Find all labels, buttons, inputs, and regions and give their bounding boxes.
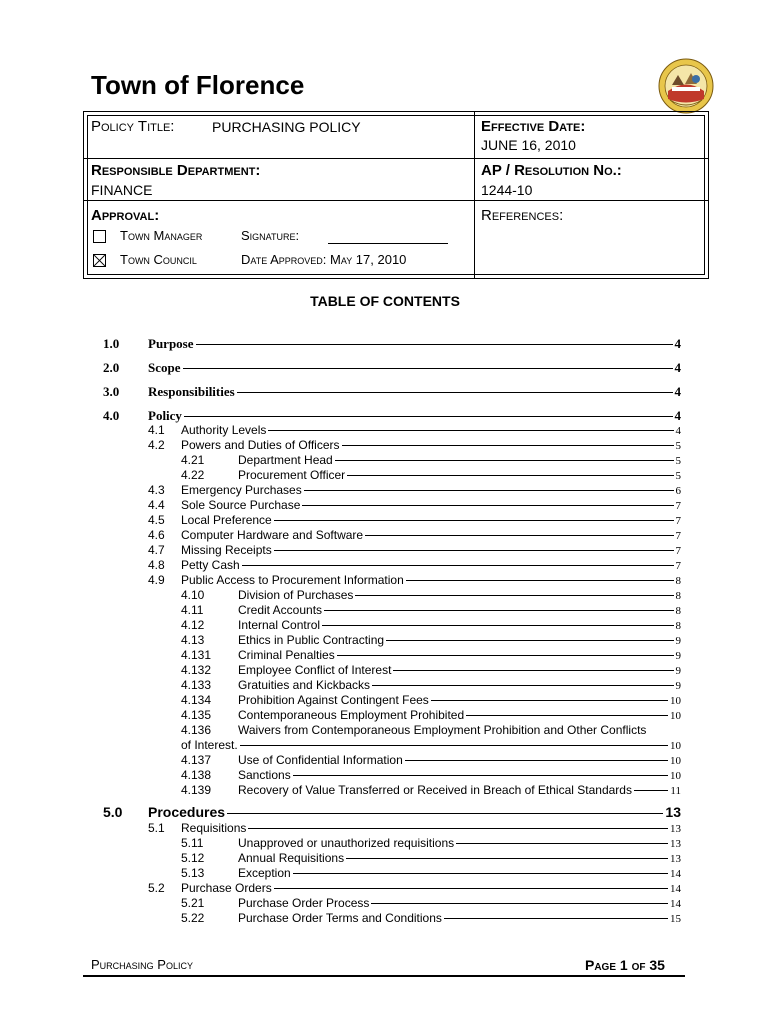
toc-subsection-number: 4.132 [181,663,212,677]
toc-leader-line [242,565,674,566]
toc-page-number: 8 [675,605,681,617]
effective-date-label: Effective Date: [481,118,586,135]
toc-page-number: 13 [670,823,681,835]
toc-subsection-title: Department Head [238,453,333,467]
toc-leader-line [466,715,668,716]
toc-subsection-title: Unapproved or unauthorized requisitions [238,836,455,850]
toc-page-number: 4 [674,336,681,351]
toc-subsection-number: 4.134 [181,693,212,707]
toc-subsection-title: Computer Hardware and Software [181,528,364,542]
toc-subsection-number: 4.12 [181,618,205,632]
toc-page-number: 8 [675,575,681,587]
toc-subsection-entry[interactable] [238,753,681,767]
toc-leader-line [240,745,668,746]
toc-subsection-title: Credit Accounts [238,603,323,617]
toc-subsection-number: 4.133 [181,678,212,692]
toc-subsection-entry[interactable] [181,558,681,572]
toc-subsection-entry[interactable] [181,543,681,557]
footer-document-name: Purchasing Policy [91,957,193,972]
toc-page-number: 14 [670,883,681,895]
toc-leader-line [431,700,668,701]
toc-subsection-title: Authority Levels [181,423,267,437]
toc-section-entry[interactable] [148,360,681,376]
toc-leader-line [184,416,673,417]
toc-section-number: 2.0 [103,360,120,375]
footer-page-number: Page 1 of 35 [585,957,665,973]
toc-subsection-entry[interactable] [238,693,681,707]
toc-subsection-number: 4.8 [148,558,165,572]
toc-subsection-number: 4.137 [181,753,212,767]
toc-leader-line [393,670,673,671]
toc-page-number: 15 [670,913,681,925]
toc-subsection-entry[interactable] [181,498,681,512]
town-council-label: Town Council [120,252,197,267]
town-manager-checkbox[interactable] [93,230,106,243]
town-seal-logo [658,58,714,114]
toc-leader-line [372,685,673,686]
toc-leader-line [237,392,673,393]
toc-section-title: Policy [148,408,182,423]
toc-leader-line [405,760,668,761]
toc-page-number: 9 [675,650,681,662]
policy-header-table [83,111,709,279]
toc-page-number: 7 [675,545,681,557]
toc-subsection-title: Ethics in Public Contracting [238,633,385,647]
toc-subsection-entry[interactable] [238,866,681,880]
toc-leader-line [322,625,673,626]
toc-subsection-number: 4.138 [181,768,212,782]
toc-page-number: 4 [674,384,681,399]
toc-subsection-title: Internal Control [238,618,321,632]
toc-subsection-entry[interactable] [238,633,681,647]
toc-section-entry[interactable] [148,804,681,820]
toc-subsection-title: Powers and Duties of Officers [181,438,340,452]
toc-subsection-entry[interactable] [238,783,681,797]
toc-subsection-entry[interactable] [238,603,681,617]
toc-subsection-entry[interactable] [181,438,681,452]
toc-section-entry[interactable] [148,408,681,424]
toc-page-number: 5 [675,470,681,482]
toc-subsection-number: 4.135 [181,708,212,722]
toc-subsection-title: Exception [238,866,291,880]
toc-subsection-entry[interactable] [181,821,681,835]
toc-subsection-entry[interactable] [238,896,681,910]
toc-subsection-title: Prohibition Against Contingent Fees [238,693,429,707]
toc-subsection-entry[interactable] [238,453,681,467]
toc-subsection-number: 5.1 [148,821,165,835]
toc-page-number: 4 [674,360,681,375]
toc-subsection-number: 4.13 [181,633,205,647]
date-approved: Date Approved: May 17, 2010 [241,252,407,267]
toc-page-number: 7 [675,530,681,542]
toc-section-number: 3.0 [103,384,120,399]
toc-subsection-number: 5.12 [181,851,205,865]
toc-section-title: Responsibilities [148,384,235,399]
toc-subsection-number: 5.21 [181,896,205,910]
toc-subsection-entry[interactable] [238,836,681,850]
toc-page-number: 10 [670,755,681,767]
toc-subsection-number: 5.11 [181,836,204,850]
toc-section-number: 5.0 [103,804,123,820]
toc-leader-line [268,430,673,431]
toc-subsection-entry[interactable] [181,513,681,527]
toc-leader-line [342,445,674,446]
toc-subsection-title: Waivers from Contemporaneous Employment Prohibition and Other Conflicts [238,723,647,737]
toc-subsection-number: 4.136 [181,723,212,737]
signature-label: Signature: [241,228,300,243]
town-manager-label: Town Manager [120,228,203,243]
toc-leader-line [196,344,673,345]
toc-section-entry[interactable] [148,384,681,400]
toc-leader-line [355,595,673,596]
toc-subsection-title: Public Access to Procurement Information [181,573,404,587]
toc-subsection-title: Contemporaneous Employment Prohibited [238,708,465,722]
toc-subsection-entry[interactable] [181,881,681,895]
toc-subsection-title: of Interest. [181,738,238,752]
toc-section-number: 4.0 [103,408,120,423]
toc-leader-line [183,368,673,369]
toc-subsection-number: 4.21 [181,453,205,467]
toc-subsection-number: 5.22 [181,911,205,925]
toc-subsection-title: Employee Conflict of Interest [238,663,392,677]
ap-resolution-value: 1244-10 [481,182,533,198]
toc-subsection-entry[interactable] [238,708,681,722]
toc-subsection-title: Purchase Order Terms and Conditions [238,911,442,925]
toc-page-number: 7 [675,500,681,512]
toc-subsection-entry[interactable] [181,483,681,497]
department-value: FINANCE [91,182,153,198]
toc-subsection-title: Use of Confidential Information [238,753,403,767]
toc-section-title: Procedures [148,804,226,820]
toc-subsection-number: 4.139 [181,783,212,797]
toc-page-number: 5 [675,440,681,452]
toc-subsection-number: 4.6 [148,528,165,542]
toc-subsection-entry[interactable] [238,851,681,865]
toc-leader-line [248,828,668,829]
toc-leader-line [293,775,668,776]
toc-leader-line [456,843,668,844]
toc-page-number: 13 [665,804,681,820]
toc-page-number: 14 [670,868,681,880]
toc-subsection-entry[interactable] [238,588,681,602]
toc-subsection-number: 4.10 [181,588,205,602]
toc-leader-line [324,610,673,611]
toc-page-number: 10 [670,695,681,707]
toc-leader-line [444,918,668,919]
toc-subsection-title: Annual Requisitions [238,851,345,865]
toc-section-title: Purpose [148,336,194,351]
toc-subsection-number: 4.7 [148,543,165,557]
toc-subsection-title: Purchase Orders [181,881,272,895]
toc-leader-line [335,460,674,461]
toc-leader-line [386,640,673,641]
toc-leader-line [365,535,673,536]
toc-page-number: 11 [670,785,681,797]
toc-page-number: 10 [670,710,681,722]
toc-page-number: 4 [675,425,681,437]
toc-page-number: 6 [675,485,681,497]
toc-subsection-entry[interactable] [181,573,681,587]
toc-leader-line [371,903,668,904]
toc-page-number: 13 [670,838,681,850]
toc-subsection-title: Sanctions [238,768,291,782]
toc-subsection-entry[interactable] [238,678,681,692]
toc-subsection-title: Procurement Officer [238,468,346,482]
toc-subsection-number: 4.2 [148,438,165,452]
toc-subsection-title: Purchase Order Process [238,896,370,910]
toc-subsection-title: Gratuities and Kickbacks [238,678,371,692]
toc-subsection-entry[interactable] [238,618,681,632]
toc-subsection-entry[interactable] [238,723,681,737]
policy-title-label: Policy Title: [91,118,175,135]
toc-section-entry[interactable] [148,336,681,352]
toc-subsection-title: Sole Source Purchase [181,498,301,512]
toc-leader-line [227,813,663,814]
toc-page-number: 9 [675,680,681,692]
toc-subsection-number: 5.13 [181,866,205,880]
toc-title: TABLE OF CONTENTS [310,293,460,309]
effective-date-value: JUNE 16, 2010 [481,137,576,153]
toc-subsection-entry[interactable] [238,663,681,677]
toc-leader-line [634,790,668,791]
toc-leader-line [406,580,674,581]
toc-subsection-title: Local Preference [181,513,272,527]
toc-subsection-title: Division of Purchases [238,588,354,602]
toc-leader-line [293,873,668,874]
toc-leader-line [302,505,673,506]
toc-subsection-number: 4.5 [148,513,165,527]
toc-page-number: 9 [675,665,681,677]
toc-section-title: Scope [148,360,181,375]
toc-subsection-number: 4.1 [148,423,165,437]
toc-page-number: 14 [670,898,681,910]
toc-leader-line [274,550,674,551]
approval-label: Approval: [91,207,160,224]
toc-page-number: 10 [670,770,681,782]
toc-leader-line [304,490,674,491]
toc-subsection-entry[interactable] [181,423,681,437]
toc-subsection-title: Petty Cash [181,558,240,572]
toc-subsection-title: Missing Receipts [181,543,272,557]
toc-page-number: 13 [670,853,681,865]
ap-resolution-label: AP / Resolution No.: [481,162,622,179]
toc-page-number: 8 [675,620,681,632]
toc-subsection-number: 4.9 [148,573,165,587]
toc-leader-line [347,475,673,476]
policy-title-value: PURCHASING POLICY [212,119,361,135]
department-label: Responsible Department: [91,162,261,179]
toc-subsection-entry[interactable] [238,648,681,662]
toc-subsection-entry[interactable] [238,911,681,925]
footer-divider [83,975,685,977]
toc-subsection-entry[interactable] [238,468,681,482]
toc-subsection-number: 4.4 [148,498,165,512]
toc-page-number: 5 [675,455,681,467]
toc-leader-line [337,655,674,656]
toc-page-number: 8 [675,590,681,602]
toc-subsection-entry[interactable] [181,738,681,752]
toc-subsection-number: 5.2 [148,881,165,895]
toc-subsection-entry[interactable] [181,528,681,542]
toc-subsection-title: Emergency Purchases [181,483,302,497]
document-title: Town of Florence [91,70,305,100]
signature-line [328,243,448,244]
toc-subsection-number: 4.11 [181,603,204,617]
toc-leader-line [274,888,668,889]
toc-leader-line [274,520,674,521]
toc-subsection-number: 4.22 [181,468,205,482]
toc-page-number: 7 [675,560,681,572]
toc-page-number: 9 [675,635,681,647]
toc-subsection-title: Recovery of Value Transferred or Received in Breach of Ethical Standards [238,783,632,797]
toc-subsection-number: 4.131 [181,648,212,662]
toc-section-number: 1.0 [103,336,120,351]
toc-subsection-entry[interactable] [238,768,681,782]
toc-page-number: 7 [675,515,681,527]
toc-subsection-title: Requisitions [181,821,247,835]
toc-subsection-title: Criminal Penalties [238,648,335,662]
toc-subsection-number: 4.3 [148,483,165,497]
toc-page-number: 4 [674,408,681,423]
references-label: References: [481,207,564,224]
toc-page-number: 10 [670,740,681,752]
toc-leader-line [346,858,668,859]
town-council-checkbox[interactable] [93,254,106,267]
